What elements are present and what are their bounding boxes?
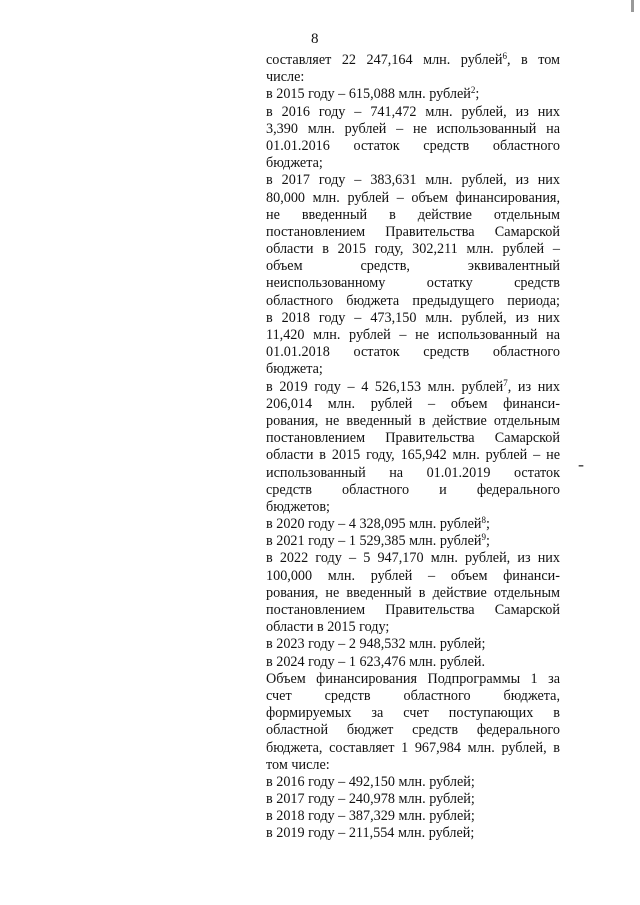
text-line xyxy=(266,293,560,310)
text-line-content: использованный на 01.01.2019 остаток xyxy=(266,464,560,481)
footnote-reference: 8 xyxy=(481,515,487,526)
text-line-content: в 2015 году – 615,088 млн. рублей xyxy=(266,86,471,103)
text-line-content: в 2023 году – 2 948,532 млн. рублей; xyxy=(266,636,486,653)
text-line-continuation: , в том xyxy=(506,52,561,68)
text-line-content: 11,420 млн. рублей – не использованный на xyxy=(266,327,560,343)
text-line xyxy=(266,482,560,499)
text-line xyxy=(266,327,560,344)
text-line xyxy=(266,104,560,121)
text-line-content: 206,014 млн. рублей – объем финанси- xyxy=(266,395,560,412)
text-line xyxy=(266,722,560,739)
text-line-content: постановлением Правительства Самарской xyxy=(266,602,560,618)
text-line-content: в 2017 году – 383,631 млн. рублей, из них xyxy=(266,172,560,189)
body-text xyxy=(266,52,560,843)
text-line xyxy=(266,241,560,258)
text-line xyxy=(266,258,560,275)
text-line-content: бюджета; xyxy=(266,155,323,172)
text-line xyxy=(266,379,560,396)
scan-edge-mark xyxy=(631,0,634,12)
text-line-content: 01.01.2016 остаток средств областного xyxy=(266,137,560,154)
text-line xyxy=(266,757,560,774)
text-line-content: областной бюджет средств федерального xyxy=(266,722,560,739)
text-line xyxy=(266,430,560,447)
text-line xyxy=(266,585,560,602)
text-line-continuation: , из них xyxy=(507,378,560,395)
text-line xyxy=(266,465,560,482)
text-line xyxy=(266,499,560,516)
text-line-content: бюджета, составляет 1 967,984 млн. рублей, в xyxy=(266,739,560,756)
text-line xyxy=(266,275,560,292)
text-line-content: 3,390 млн. рублей – не использованный на xyxy=(266,120,560,137)
text-line xyxy=(266,568,560,585)
text-line-content: Объем финансирования Подпрограммы 1 за xyxy=(266,670,560,687)
text-line xyxy=(266,671,560,688)
text-line xyxy=(266,344,560,361)
text-line xyxy=(266,774,560,791)
text-line xyxy=(266,121,560,138)
text-line xyxy=(266,447,560,464)
text-line-content: неиспользованному остатку средств xyxy=(266,275,560,292)
text-line xyxy=(266,155,560,172)
text-line-continuation: ; xyxy=(486,516,490,533)
text-line xyxy=(266,86,560,103)
text-line-content: в 2022 году – 5 947,170 млн. рублей, из них xyxy=(266,550,560,567)
footnote-reference: 7 xyxy=(503,377,508,388)
text-line-content: не введенный в действие отдельным xyxy=(266,206,560,223)
text-line xyxy=(266,550,560,567)
text-line xyxy=(266,619,560,636)
text-line xyxy=(266,138,560,155)
text-line xyxy=(266,361,560,378)
text-line-content: 100,000 млн. рублей – объем финанси- xyxy=(266,567,560,584)
text-line xyxy=(266,808,560,825)
text-line xyxy=(266,413,560,430)
text-line-content: формируемых за счет поступающих в xyxy=(266,705,560,722)
text-line-content: в 2020 году – 4 328,095 млн. рублей xyxy=(266,516,482,533)
text-line-continuation: ; xyxy=(475,86,480,103)
text-line-content: числе: xyxy=(266,69,305,86)
text-line xyxy=(266,224,560,241)
text-line-content: рования, не введенный в действие отдельным xyxy=(266,412,560,429)
text-line-continuation: ; xyxy=(486,533,490,550)
text-line xyxy=(266,52,560,69)
text-line-content: 80,000 млн. рублей – объем финансирования, xyxy=(266,189,560,206)
text-line xyxy=(266,310,560,327)
text-line xyxy=(266,705,560,722)
text-line-content: рования, не введенный в действие отдельным xyxy=(266,584,560,601)
text-line-content: счет средств областного бюджета, xyxy=(266,687,560,704)
text-line xyxy=(266,654,560,671)
text-line-content: объем средств, эквивалентный xyxy=(266,258,560,275)
text-line-content: в 2019 году – 4 526,153 млн. рублей xyxy=(266,378,504,395)
text-line-content: в 2016 году – 741,472 млн. рублей, из них xyxy=(266,103,560,120)
text-line xyxy=(266,825,560,842)
text-line-content: составляет 22 247,164 млн. рублей xyxy=(266,52,503,68)
text-line-content: в 2021 году – 1 529,385 млн. рублей xyxy=(266,533,482,550)
text-line xyxy=(266,533,560,550)
text-line xyxy=(266,190,560,207)
text-line-content: областного бюджета предыдущего периода; xyxy=(266,292,560,309)
footnote-reference: 6 xyxy=(502,51,507,61)
text-line-content: области в 2015 году, 165,942 млн. рублей – не xyxy=(266,447,560,464)
text-line-content: постановлением Правительства Самарской xyxy=(266,430,560,447)
text-line xyxy=(266,636,560,653)
text-line-content: постановлением Правительства Самарской xyxy=(266,223,560,240)
text-line-content: том числе: xyxy=(266,756,330,773)
text-line xyxy=(266,602,560,619)
text-line-content: в 2017 году – 240,978 млн. рублей; xyxy=(266,791,475,808)
text-line-content: в 2018 году – 387,329 млн. рублей; xyxy=(266,808,475,825)
text-line xyxy=(266,688,560,705)
text-line xyxy=(266,69,560,86)
page-number: 8 xyxy=(311,31,319,47)
text-line xyxy=(266,791,560,808)
text-line xyxy=(266,172,560,189)
text-line xyxy=(266,516,560,533)
text-line xyxy=(266,396,560,413)
text-line-content: в 2024 году – 1 623,476 млн. рублей. xyxy=(266,653,486,670)
text-line-content: области в 2015 году, 302,211 млн. рублей – xyxy=(266,241,560,258)
text-line-content: средств областного и федерального xyxy=(266,481,560,498)
text-line xyxy=(266,740,560,757)
text-line-content: бюджета; xyxy=(266,361,323,378)
text-line-content: в 2016 году – 492,150 млн. рублей; xyxy=(266,773,475,790)
footnote-reference: 2 xyxy=(470,85,476,96)
text-line-content: 01.01.2018 остаток средств областного xyxy=(266,344,560,361)
footnote-reference: 9 xyxy=(481,532,487,543)
margin-mark: - xyxy=(578,454,584,474)
text-line-content: области в 2015 году; xyxy=(266,619,390,636)
text-line-content: бюджетов; xyxy=(266,498,330,515)
text-line-content: в 2018 году – 473,150 млн. рублей, из них xyxy=(266,309,560,326)
text-line xyxy=(266,207,560,224)
text-line-content: в 2019 году – 211,554 млн. рублей; xyxy=(266,825,475,842)
